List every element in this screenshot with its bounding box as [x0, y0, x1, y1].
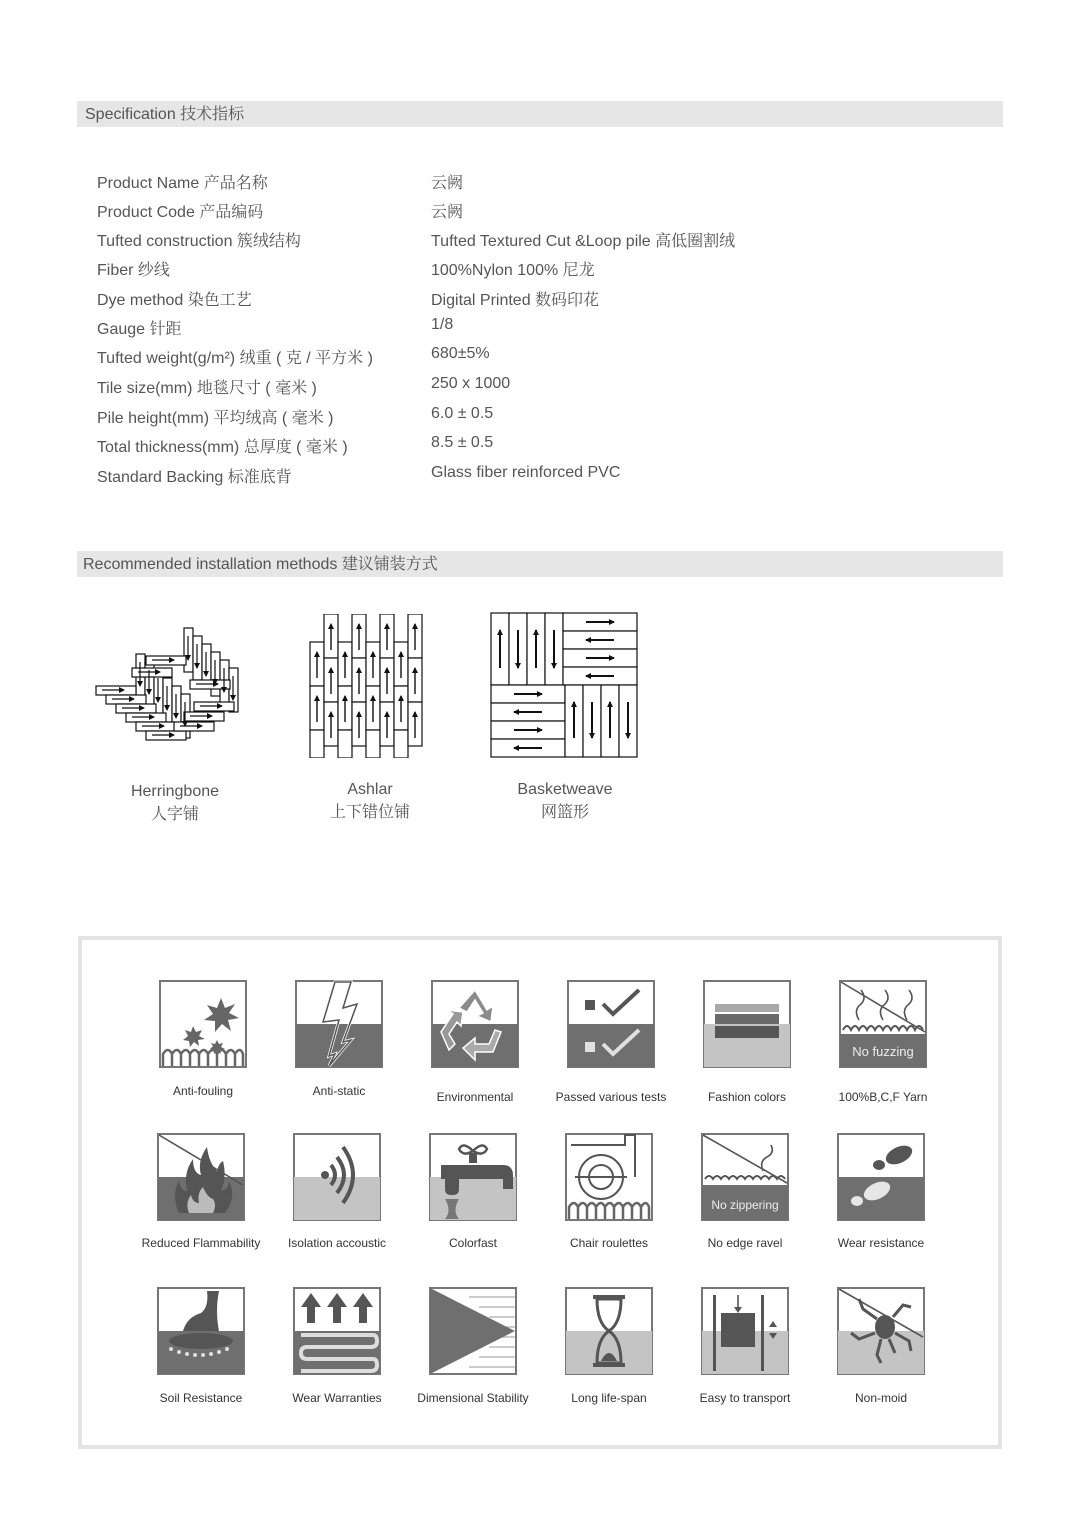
ashlar-pattern-icon	[300, 614, 440, 758]
method-name-en: Ashlar	[347, 781, 393, 798]
spec-value: 云阙	[431, 175, 464, 192]
spec-value: 8.5 ± 0.5	[431, 434, 494, 451]
method-basketweave	[490, 612, 640, 824]
box-transport-icon	[701, 1287, 789, 1375]
feature-caption: Isolation accoustic	[287, 1236, 387, 1250]
method-name-zh: 人字铺	[150, 806, 199, 823]
spec-label: Dye method 染色工艺	[97, 292, 252, 309]
feature-caption: Non-moid	[854, 1391, 908, 1405]
feature-caption: Dimensional Stability	[417, 1391, 529, 1405]
spec-value: Glass fiber reinforced PVC	[431, 464, 621, 481]
feature-caption: Chair roulettes	[569, 1236, 649, 1250]
spec-value: Digital Printed 数码印花	[431, 292, 600, 309]
feature-caption: Long life-span	[571, 1391, 647, 1405]
spec-value: 100%Nylon 100% 尼龙	[431, 262, 595, 279]
feature-caption: Wear resistance	[837, 1236, 925, 1250]
soil-icon	[157, 1287, 245, 1375]
specification-header: Specification 技术指标	[77, 101, 1003, 127]
spec-value: Tufted Textured Cut &Loop pile 高低圈割绒	[431, 233, 736, 250]
feature-caption: Fashion colors	[707, 1090, 787, 1104]
herringbone-pattern-icon	[90, 624, 260, 748]
spec-value: 6.0 ± 0.5	[431, 405, 494, 422]
spec-label: Total thickness(mm) 总厚度 ( 毫米 )	[97, 439, 348, 456]
chair-wheel-icon	[565, 1133, 653, 1221]
feature-caption: Wear Warranties	[292, 1391, 382, 1405]
color-bars-icon	[703, 980, 791, 1068]
spec-value: 250 x 1000	[431, 375, 511, 392]
footprints-icon	[837, 1133, 925, 1221]
spec-label: Tufted weight(g/m²) 绒重 ( 克 / 平方米 )	[97, 350, 373, 367]
feature-caption: Passed various tests	[555, 1090, 667, 1104]
spec-value: 1/8	[431, 316, 454, 333]
feature-caption: Colorfast	[448, 1236, 498, 1250]
basketweave-pattern-icon	[490, 612, 640, 760]
triangle-icon	[429, 1287, 517, 1375]
no-mold-icon	[837, 1287, 925, 1375]
feature-caption: Soil Resistance	[159, 1391, 243, 1405]
method-name-en: Herringbone	[130, 783, 220, 800]
icon-text-no-zippering: No zippering	[711, 1198, 779, 1212]
feature-caption: Anti-static	[312, 1084, 366, 1098]
installation-header: Recommended installation methods 建议铺装方式	[77, 551, 1003, 577]
feature-caption: Environmental	[436, 1090, 514, 1104]
spec-label: Tile size(mm) 地毯尺寸 ( 毫米 )	[97, 380, 317, 397]
spec-label: Tufted construction 簇绒结构	[97, 233, 301, 250]
feature-caption: Easy to transport	[699, 1391, 791, 1405]
faucet-icon	[429, 1133, 517, 1221]
recycle-icon	[431, 980, 519, 1068]
method-name-en: Basketweave	[517, 781, 613, 798]
up-arrows-icon	[293, 1287, 381, 1375]
no-fuzzing-icon	[839, 980, 927, 1068]
feature-caption: No edge ravel	[707, 1236, 783, 1250]
method-ashlar	[300, 614, 440, 824]
icon-text-no-fuzzing: No fuzzing	[852, 1044, 914, 1059]
sound-wave-icon	[293, 1133, 381, 1221]
feature-caption: Anti-fouling	[172, 1084, 234, 1098]
method-name-zh: 网篮形	[540, 804, 589, 821]
hourglass-icon	[565, 1287, 653, 1375]
lightning-icon	[295, 980, 383, 1068]
spec-value: 云阙	[431, 204, 464, 221]
feature-caption: 100%B,C,F Yarn	[838, 1090, 928, 1104]
spec-label: Product Name 产品名称	[97, 175, 268, 192]
method-name-zh: 上下错位铺	[329, 804, 410, 821]
spec-label: Standard Backing 标准底背	[97, 469, 292, 486]
checkmark-icon	[567, 980, 655, 1068]
flame-icon	[157, 1133, 245, 1221]
spec-label: Gauge 针距	[97, 321, 182, 338]
spec-value: 680±5%	[431, 345, 490, 362]
spec-label: Fiber 纱线	[97, 262, 170, 279]
anti-fouling-icon	[159, 980, 247, 1068]
spec-label: Product Code 产品编码	[97, 204, 264, 221]
spec-label: Pile height(mm) 平均绒高 ( 毫米 )	[97, 410, 334, 427]
feature-caption: Reduced Flammability	[141, 1236, 261, 1250]
features-panel	[78, 936, 1002, 1449]
method-herringbone	[90, 624, 260, 826]
no-zippering-icon	[701, 1133, 789, 1221]
